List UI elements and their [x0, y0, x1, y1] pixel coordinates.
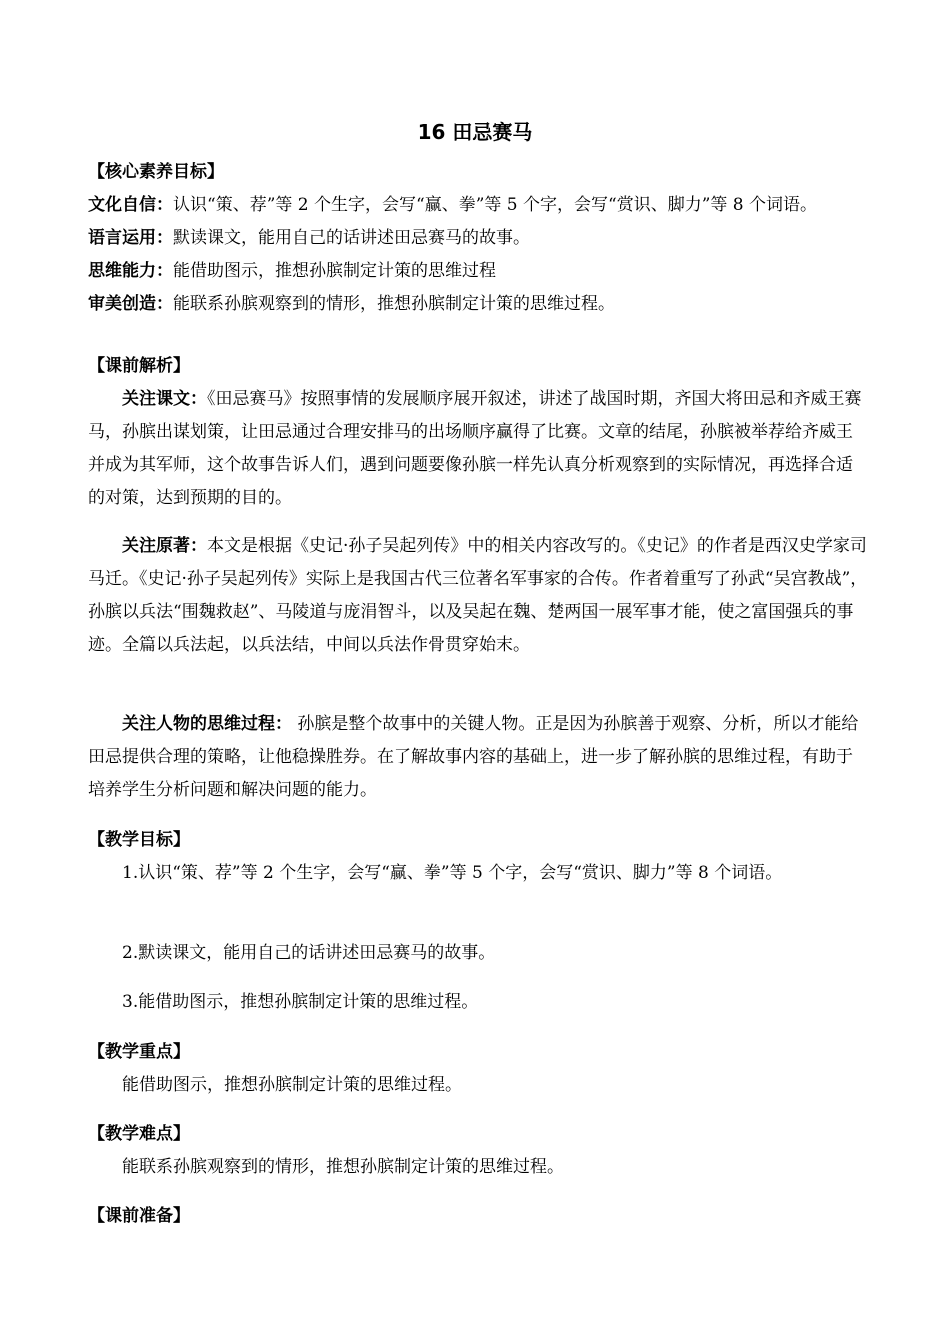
- preparation-heading: 【课前准备】: [88, 1206, 190, 1226]
- analysis-label: 关注原著：: [122, 536, 207, 556]
- analysis-label: 关注人物的思维过程：: [122, 714, 292, 734]
- core-goal-text: 默读课文，能用自己的话讲述田忌赛马的故事。: [173, 228, 530, 248]
- analysis-text: 孙膑是整个故事中的关键人物。正是因为孙膑善于观察、分析，所以才能给田忌提供合理的策略，让他稳操胜券。在了解故事内容的基础上，进一步了解孙膑的思维过程，有助于培养学生分析问题和解决问题的能力。: [88, 714, 859, 800]
- teaching-goal-text: 1.认识“策、荐”等 2 个生字，会写“赢、拳”等 5 个字，会写“赏识、脚力”等 8 个词语。: [122, 863, 783, 883]
- teaching-goal-item: [88, 937, 868, 970]
- difficulty-section: [88, 1118, 868, 1184]
- teaching-goals-section: [88, 824, 868, 857]
- core-goal-item: [88, 255, 868, 288]
- key-point-section: [88, 1036, 868, 1102]
- analysis-text: 《田忌赛马》按照事情的发展顺序展开叙述，讲述了战国时期，齐国大将田忌和齐威王赛马，孙膑出谋划策，让田忌通过合理安排马的出场顺序赢得了比赛。文章的结尾，孙膑被举荐给齐威王并成为其军师，这个故事告诉人们，遇到问题要像孙膑一样先认真分析观察到的实际情况，再选择合适的对策，达到预期的目的。: [88, 389, 862, 508]
- core-goal-text: 能借助图示，推想孙膑制定计策的思维过程: [173, 261, 496, 281]
- teaching-goal-item: [88, 857, 868, 890]
- difficulty-heading: 【教学难点】: [88, 1124, 190, 1144]
- core-goal-text: 认识“策、荐”等 2 个生字，会写“赢、拳”等 5 个字，会写“赏识、脚力”等 8 个词语。: [173, 195, 818, 215]
- core-goal-item: [88, 288, 868, 321]
- teaching-goals-heading: 【教学目标】: [88, 830, 190, 850]
- analysis-heading: 【课前解析】: [88, 356, 190, 376]
- analysis-text: 本文是根据《史记·孙子吴起列传》中的相关内容改写的。《史记》的作者是西汉史学家司马迁。《史记·孙子吴起列传》实际上是我国古代三位著名军事家的合传。作者着重写了孙武“吴宫教战”，孙膑以兵法“围魏救赵”、马陵道与庞涓智斗，以及吴起在魏、楚两国一展军事才能，使之富国强兵的事迹。全篇以兵法起，以兵法结，中间以兵法作骨贯穿始末。: [88, 536, 868, 655]
- core-goal-label: 文化自信：: [88, 195, 173, 215]
- core-goal-item: [88, 189, 868, 222]
- preparation-section: [88, 1200, 868, 1233]
- analysis-paragraph-text: [88, 383, 868, 515]
- key-point-text: 能借助图示，推想孙膑制定计策的思维过程。: [122, 1075, 462, 1095]
- core-goal-label: 语言运用：: [88, 228, 173, 248]
- teaching-goal-text: 3.能借助图示，推想孙膑制定计策的思维过程。: [122, 992, 479, 1012]
- difficulty-text: 能联系孙膑观察到的情形，推想孙膑制定计策的思维过程。: [122, 1157, 564, 1177]
- teaching-goal-text: 2.默读课文，能用自己的话讲述田忌赛马的故事。: [122, 943, 496, 963]
- core-goals-section: [88, 156, 868, 321]
- key-point-heading: 【教学重点】: [88, 1042, 190, 1062]
- analysis-section: [88, 350, 868, 383]
- analysis-paragraph-character: [88, 708, 868, 807]
- page-title: 16 田忌赛马: [417, 120, 533, 144]
- analysis-paragraph-original: [88, 530, 868, 662]
- core-goal-item: [88, 222, 868, 255]
- core-goals-heading: 【核心素养目标】: [88, 162, 224, 182]
- core-goal-label: 思维能力：: [88, 261, 173, 281]
- teaching-goal-item: [88, 986, 868, 1019]
- analysis-label: 关注课文：: [122, 389, 207, 409]
- core-goal-text: 能联系孙膑观察到的情形，推想孙膑制定计策的思维过程。: [173, 294, 615, 314]
- core-goal-label: 审美创造：: [88, 294, 173, 314]
